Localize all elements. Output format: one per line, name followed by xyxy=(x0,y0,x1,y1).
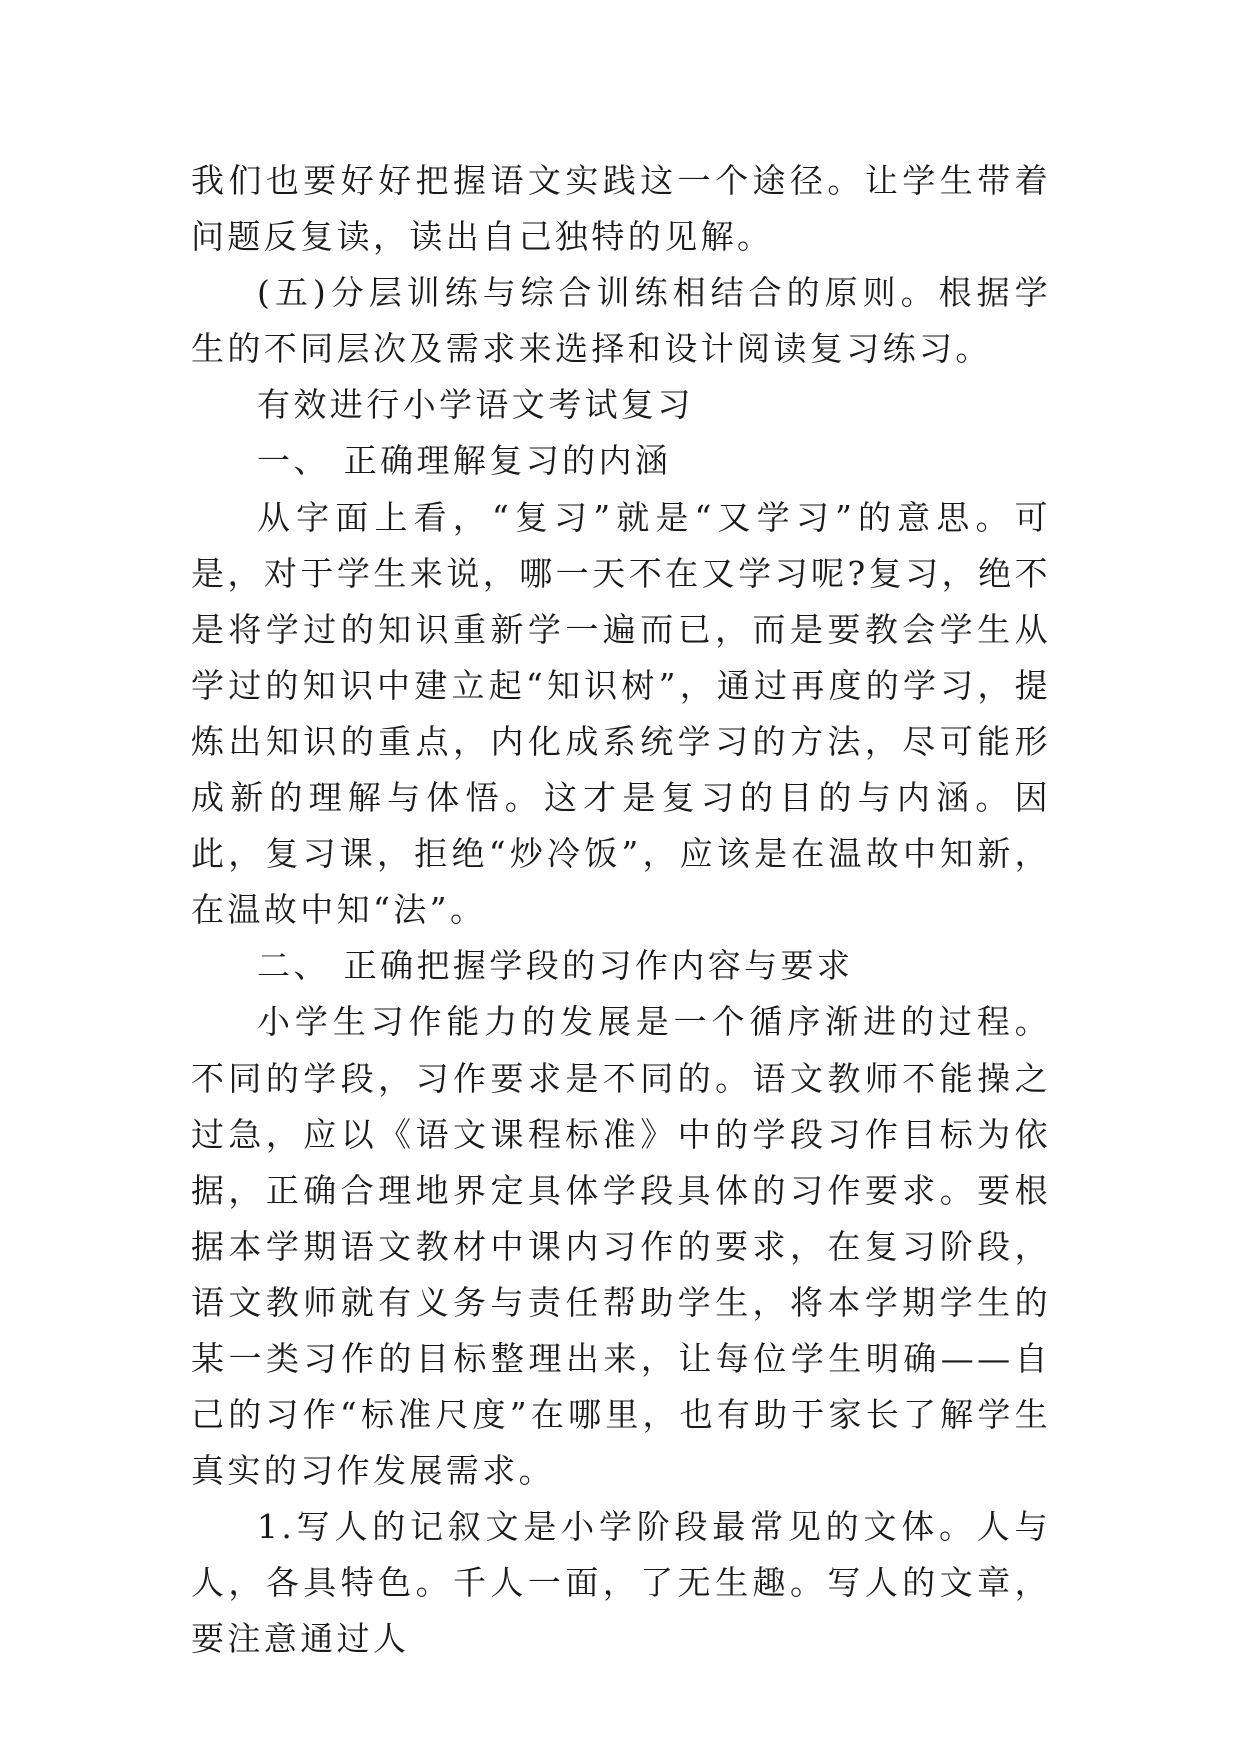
paragraph-principle-five: (五)分层训练与综合训练相结合的原则。根据学生的不同层次及需求来选择和设计阅读复习练习。 xyxy=(191,273,1051,369)
paragraph-writing-requirements: 小学生习作能力的发展是一个循序渐进的过程。不同的学段，习作要求是不同的。语文教师不能操之过急，应以《语文课程标准》中的学段习作目标为依据，正确合理地界定具体学段具体的习作要求。要根据本学期语文教材中课内习作的要求，在复习阶段，语文教师就有义务与责任帮助学生，将本学期学生的某一类习作的目标整理出来，让每位学生明确——自己的习作“标准尺度”在哪里，也有助于家长了解学生真实的习作发展需求。 xyxy=(191,1002,1051,1491)
paragraph-review-meaning: 从字面上看，“复习”就是“又学习”的意思。可是，对于学生来说，哪一天不在又学习呢?复习，绝不是将学过的知识重新学一遍而已，而是要教会学生从学过的知识中建立起“知识树”，通过再度的学习，提炼出知识的重点，内化成系统学习的方法，尽可能形成新的理解与体悟。这才是复习的目的与内涵。因此，复习课，拒绝“炒冷饭”，应该是在温故中知新，在温故中知“法”。 xyxy=(191,497,1051,930)
document-body xyxy=(191,153,1051,1668)
heading-two: 二、 正确把握学段的习作内容与要求 xyxy=(257,946,854,986)
paragraph-continuation: 我们也要好好把握语文实践这一个途径。让学生带着问题反复读，读出自己独特的见解。 xyxy=(191,161,1051,257)
section-title: 有效进行小学语文考试复习 xyxy=(257,385,694,425)
heading-one: 一、 正确理解复习的内涵 xyxy=(257,441,672,481)
paragraph-narrative-writing: 1.写人的记叙文是小学阶段最常见的文体。人与人，各具特色。千人一面，了无生趣。写人的文章，要注意通过人 xyxy=(191,1507,1051,1659)
